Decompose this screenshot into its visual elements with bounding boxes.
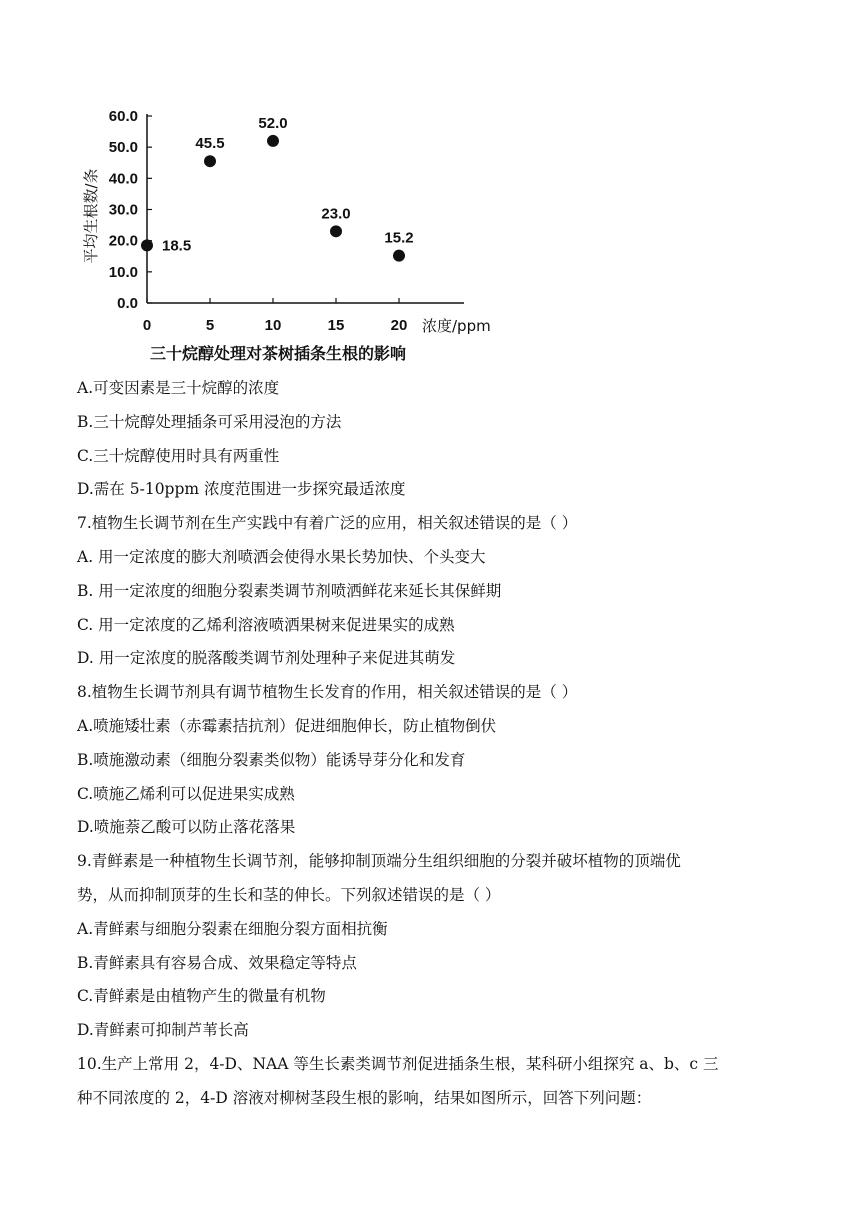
text-line: B.喷施激动素（细胞分裂素类似物）能诱导芽分化和发育 [77, 750, 466, 769]
text-line: C. 用一定浓度的乙烯利溶液喷洒果树来促进果实的成熟 [77, 615, 455, 634]
x-tick-label: 15 [327, 317, 345, 334]
data-label: 52.0 [258, 114, 288, 132]
scatter-chart [60, 96, 520, 368]
text-line: B.三十烷醇处理插条可采用浸泡的方法 [77, 412, 342, 431]
text-line: 种不同浓度的 2，4-D 溶液对柳树茎段生根的影响，结果如图所示，回答下列问题： [77, 1088, 652, 1107]
y-tick-label: 30.0 [108, 201, 138, 219]
x-axis-label: 浓度/ppm [422, 317, 491, 335]
text-line: D.需在 5-10ppm 浓度范围进一步探究最适浓度 [77, 480, 406, 499]
y-tick-label: 20.0 [108, 232, 138, 250]
text-line: 9.青鲜素是一种植物生长调节剂，能够抑制顶端分生组织细胞的分裂并破坏植物的顶端优 [77, 852, 681, 871]
text-line: A. 用一定浓度的膨大剂喷洒会使得水果长势加快、个头变大 [77, 547, 486, 566]
text-line: A.青鲜素与细胞分裂素在细胞分裂方面相抗衡 [77, 919, 388, 938]
text-line: C.喷施乙烯利可以促进果实成熟 [77, 784, 295, 803]
data-point [267, 135, 279, 147]
text-line: B. 用一定浓度的细胞分裂素类调节剂喷洒鲜花来延长其保鲜期 [77, 581, 502, 600]
y-tick-label: 40.0 [108, 170, 138, 188]
text-line: 势，从而抑制顶芽的生长和茎的伸长。下列叙述错误的是（ ） [77, 885, 501, 904]
text-line: 7.植物生长调节剂在生产实践中有着广泛的应用，相关叙述错误的是（ ） [77, 514, 578, 533]
text-line: C.三十烷醇使用时具有两重性 [77, 446, 280, 465]
text-line: D. 用一定浓度的脱落酸类调节剂处理种子来促进其萌发 [77, 649, 456, 668]
data-label: 15.2 [384, 229, 414, 247]
text-line: 10.生产上常用 2，4-D、NAA 等生长素类调节剂促进插条生根，某科研小组探究 a、b、c 三 [77, 1054, 719, 1073]
text-line: D.喷施萘乙酸可以防止落花落果 [77, 818, 296, 837]
text-line: A.可变因素是三十烷醇的浓度 [77, 379, 280, 397]
data-label: 45.5 [195, 135, 225, 153]
data-point [330, 225, 342, 237]
data-point [204, 155, 216, 167]
x-tick-label: 10 [264, 317, 282, 334]
chart-title: 三十烷醇处理对茶树插条生根的影响 [150, 344, 407, 363]
data-point [141, 239, 153, 251]
data-label: 23.0 [321, 205, 351, 223]
text-line: D.青鲜素可抑制芦苇长高 [77, 1021, 249, 1040]
y-tick-label: 10.0 [108, 263, 138, 281]
text-line: A.喷施矮壮素（赤霉素拮抗剂）促进细胞伸长，防止植物倒伏 [77, 716, 497, 735]
data-point [393, 250, 405, 262]
x-tick-label: 0 [142, 317, 152, 334]
data-label: 18.5 [162, 237, 192, 255]
text-line: 8.植物生长调节剂具有调节植物生长发育的作用，相关叙述错误的是（ ） [77, 683, 578, 702]
x-tick-label: 5 [205, 317, 215, 334]
y-tick-label: 50.0 [108, 139, 138, 157]
y-axis-label: 平均生根数/条 [82, 168, 100, 264]
y-tick-label: 60.0 [108, 108, 138, 125]
x-tick-label: 20 [390, 317, 408, 334]
text-line: B.青鲜素具有容易合成、效果稳定等特点 [77, 953, 357, 972]
text-line: C.青鲜素是由植物产生的微量有机物 [77, 987, 326, 1006]
question-text [77, 372, 777, 1116]
y-tick-label: 0.0 [117, 295, 138, 312]
